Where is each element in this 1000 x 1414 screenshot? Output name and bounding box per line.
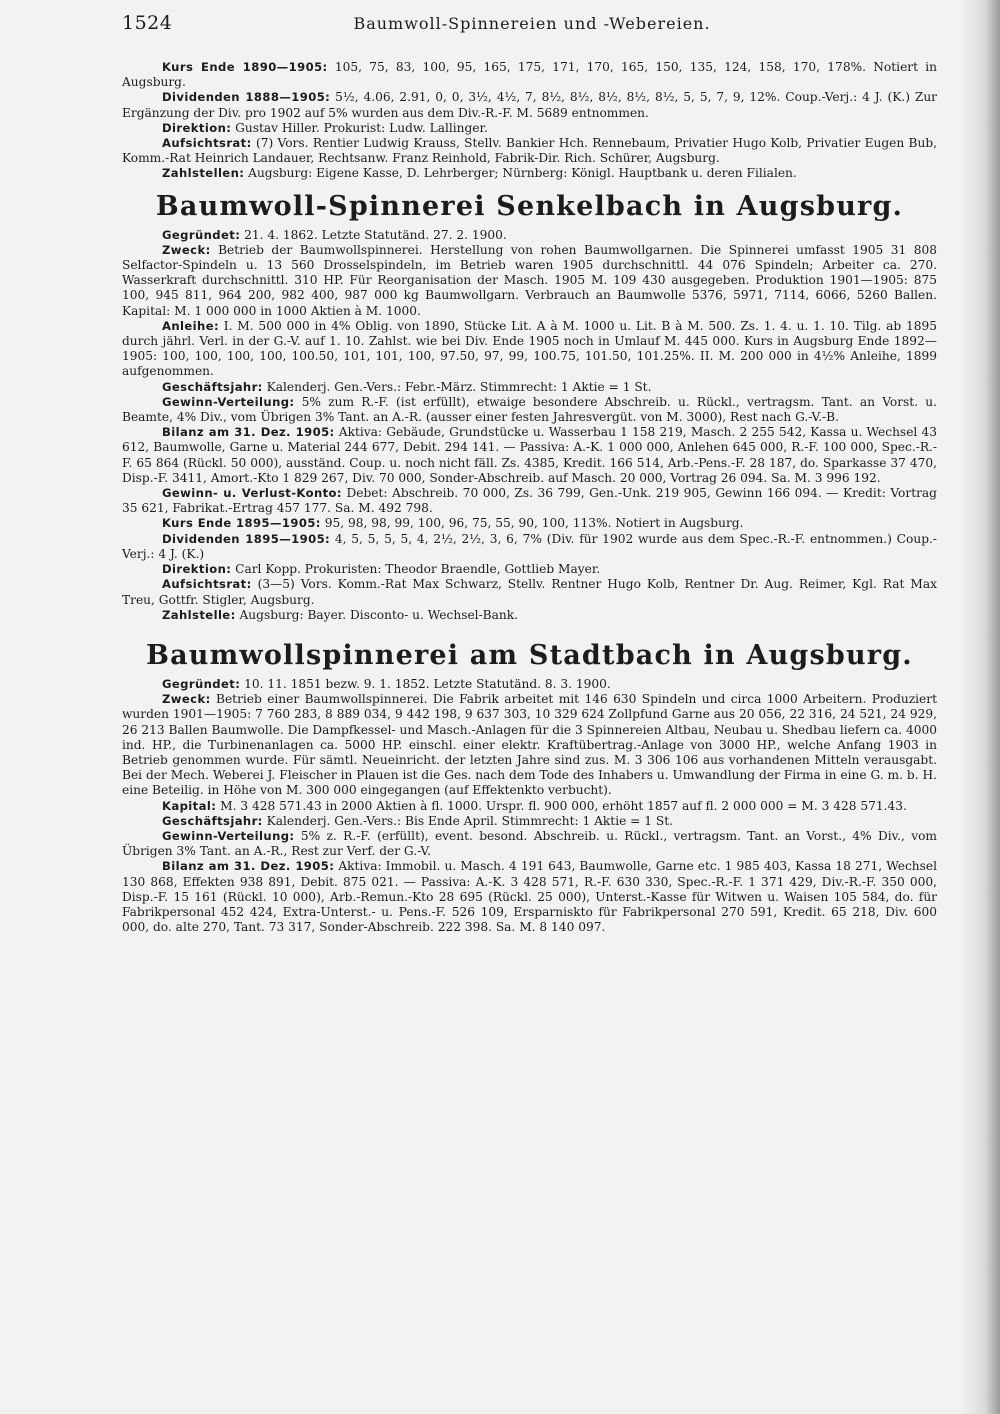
entry-label: Aufsichtsrat: xyxy=(162,136,252,151)
entry-paragraph xyxy=(122,243,937,319)
company-heading-senkelbach: Baumwoll-Spinnerei Senkelbach in Augsburg. xyxy=(155,190,904,222)
entry-paragraph xyxy=(122,516,937,531)
entry-text: Augsburg: Eigene Kasse, D. Lehrberger; Nürnberg: Königl. Hauptbank u. deren Filialen. xyxy=(244,166,797,181)
entry-text: Debet: Abschreib. 70 000, Zs. 36 799, Gen.-Unk. 219 905, Gewinn 166 094. — Kredit: Vortrag 35 621, Fabrikat.-Ertrag 457 177. Sa. M. 492 798. xyxy=(122,486,937,516)
entry-text: M. 3 428 571.43 in 2000 Aktien à fl. 1000. Urspr. fl. 900 000, erhöht 1857 auf fl. 2 000 000 = M. 3 428 571.43. xyxy=(216,798,907,813)
section-previous-company xyxy=(122,60,937,182)
entry-paragraph xyxy=(122,677,937,692)
entry-text: Betrieb einer Baumwollspinnerei. Die Fabrik arbeitet mit 146 630 Spindeln und circa 1000 Arbeitern. Produziert wurden 1901—1905: 7 760 283, 8 889 034, 9 442 198, 9 637 303, 10 329 624 Zollpfund Garne aus 20 056, 22 316, 24 521, 24 929, 26 213 Ballen Baumwolle. Die Dampfkessel- und Masch.-Anlagen für die 3 Spinnereien Altbau, Neubau u. Shedbau liefern ca. 4000 ind. HP., die Turbinenanlagen ca. 5000 HP. einschl. einer elektr. Kraftübertrag.-Anlage von 3000 HP., welche Anfang 1903 in Betrieb genommen wurde. Für sämtl. Neueinricht. der letzten Jahre sind zus. M. 3 306 106 aus vorhandenen Mitteln verausgabt. Bei der Mech. Weberei J. Fleischer in Plauen ist die Ges. nach dem Tode des Inhabers u. Umwandlung der Firma in eine G. m. b. H. eine Beteilig. in Höhe von M. 300 000 eingegangen (auf Effektenkto verbucht). xyxy=(122,692,937,798)
entry-label: Kapital: xyxy=(162,798,217,813)
entry-paragraph xyxy=(122,829,937,859)
entry-text: 5% zum R.-F. (ist erfüllt), etwaige besondere Abschreib. u. Rückl., vertragsm. Tant. an Vorst. u. Beamte, 4% Div., vom Übrigen 3% Tant. an A.-R. (ausser einer festen Jahresvergüt. von M. 3000), Rest nach G.-V.-B. xyxy=(122,394,937,425)
entry-paragraph xyxy=(122,799,937,814)
company-heading-stadtbach: Baumwollspinnerei am Stadtbach in Augsburg. xyxy=(146,639,913,671)
entry-label: Bilanz am 31. Dez. 1905: xyxy=(162,425,335,440)
entry-label: Direktion: xyxy=(162,562,232,577)
entry-text: 10. 11. 1851 bezw. 9. 1. 1852. Letzte Statutänd. 8. 3. 1900. xyxy=(240,676,611,691)
page-number: 1524 xyxy=(122,12,173,34)
entry-label: Zahlstelle: xyxy=(162,607,236,622)
entry-paragraph xyxy=(122,425,937,486)
entry-paragraph xyxy=(122,692,937,798)
entry-paragraph xyxy=(122,859,937,935)
entry-label: Kurs Ende 1895—1905: xyxy=(162,516,321,531)
entry-paragraph xyxy=(122,319,937,380)
entry-text: Augsburg: Bayer. Disconto- u. Wechsel-Bank. xyxy=(235,607,519,622)
entry-label: Gegründet: xyxy=(162,227,241,242)
entry-paragraph xyxy=(122,380,937,395)
entry-label: Kurs Ende 1890—1905: xyxy=(162,60,328,74)
entry-text: 95, 98, 98, 99, 100, 96, 75, 55, 90, 100, 113%. Notiert in Augsburg. xyxy=(320,516,744,531)
entry-label: Zweck: xyxy=(162,692,211,707)
entry-label: Direktion: xyxy=(162,120,232,135)
entry-paragraph xyxy=(122,577,937,607)
entry-text: Kalenderj. Gen.-Vers.: Bis Ende April. Stimmrecht: 1 Aktie = 1 St. xyxy=(262,813,674,828)
section-senkelbach xyxy=(122,228,937,623)
entry-label: Gewinn-Verteilung: xyxy=(162,828,295,843)
entry-label: Zweck: xyxy=(162,242,211,257)
entry-label: Gegründet: xyxy=(162,676,241,691)
entry-paragraph xyxy=(122,395,937,425)
entry-label: Bilanz am 31. Dez. 1905: xyxy=(162,859,335,874)
running-title: Baumwoll-Spinnereien und -Webereien. xyxy=(353,14,711,33)
page-body xyxy=(122,60,937,935)
running-header xyxy=(122,12,942,40)
entry-text: (3—5) Vors. Komm.-Rat Max Schwarz, Stellv. Rentner Hugo Kolb, Rentner Dr. Aug. Reimer, Kgl. Rat Max Treu, Gottfr. Stigler, Augsburg. xyxy=(122,577,937,607)
entry-label: Geschäftsjahr: xyxy=(162,379,263,394)
entry-text: (7) Vors. Rentier Ludwig Krauss, Stellv. Bankier Hch. Rennebaum, Privatier Hugo Kolb, Privatier Eugen Bub, Komm.-Rat Heinrich Landauer, Rechtsanw. Franz Reinhold, Fabrik-Dir. Rich. Schürer, Augsburg. xyxy=(122,136,937,166)
entry-label: Dividenden 1888—1905: xyxy=(162,90,331,105)
entry-text: Kalenderj. Gen.-Vers.: Febr.-März. Stimmrecht: 1 Aktie = 1 St. xyxy=(262,379,652,394)
entry-label: Geschäftsjahr: xyxy=(162,813,263,828)
entry-paragraph xyxy=(122,608,937,623)
entry-text: Carl Kopp. Prokuristen: Theodor Braendle, Gottlieb Mayer. xyxy=(231,562,601,577)
entry-paragraph xyxy=(122,562,937,577)
entry-paragraph xyxy=(122,228,937,243)
entry-text: 5½, 4.06, 2.91, 0, 0, 3½, 4½, 7, 8½, 8½, 8½, 8½, 8½, 5, 5, 7, 9, 12%. Coup.-Verj.: 4 J. (K.) Zur Ergänzung der Div. pro 1902 auf 5% wurden aus dem Div.-R.-F. M. 5689 entnommen. xyxy=(122,90,937,120)
entry-paragraph xyxy=(122,166,937,181)
entry-label: Aufsichtsrat: xyxy=(162,577,252,592)
entry-paragraph xyxy=(122,90,937,120)
entry-paragraph xyxy=(122,136,937,166)
entry-text: I. M. 500 000 in 4% Oblig. von 1890, Stücke Lit. A à M. 1000 u. Lit. B à M. 500. Zs. 1. 4. u. 1. 10. Tilg. ab 1895 durch jährl. Verl. in der G.-V. auf 1. 10. Zahlst. wie bei Div. Ende 1905 noch in Umlauf M. 445 000. Kurs in Augsburg Ende 1892—1905: 100, 100, 100, 100, 100.50, 101, 101, 100, 97.50, 97, 99, 100.75, 101.50, 101.25%. II. M. 200 000 in 4½% Anleihe, 1899 aufgenommen. xyxy=(122,318,937,379)
entry-paragraph xyxy=(122,814,937,829)
entry-paragraph xyxy=(122,60,937,90)
entry-text: Gustav Hiller. Prokurist: Ludw. Lallinger. xyxy=(231,120,488,135)
entry-label: Zahlstellen: xyxy=(162,166,245,181)
page-edge-shadow xyxy=(960,0,1000,1414)
entry-label: Gewinn- u. Verlust-Konto: xyxy=(162,486,342,501)
entry-text: Aktiva: Gebäude, Grundstücke u. Wasserbau 1 158 219, Masch. 2 255 542, Kassa u. Wechsel 43 612, Baumwolle, Garne u. Material 244 677, Debit. 294 141. — Passiva: A.-K. 1 000 000, Anlehen 645 000, R.-F. 100 000, Spec.-R.-F. 65 864 (Rückl. 50 000), ausständ. Coup. u. noch nicht fäll. Zs. 4385, Kredit. 166 514, Arb.-Pens.-F. 28 187, do. Sparkasse 37 470, Disp.-F. 3411, Amort.-Kto 1 829 267, Div. 70 000, Sonder-Abschreib. auf Masch. 20 000, Vortrag 26 094. Sa. M. 3 996 192. xyxy=(122,425,937,485)
entry-text: Betrieb der Baumwollspinnerei. Herstellung von rohen Baumwollgarnen. Die Spinnerei umfasst 1905 31 808 Selfactor-Spindeln u. 13 560 Drosselspindeln, im Betrieb waren 1905 durchschnittl. 44 076 Spindeln; Arbeiter ca. 270. Wasserkraft durchschnittl. 310 HP. Für Reorganisation der Masch. 1905 M. 109 430 ausgegeben. Produktion 1901—1905: 875 100, 945 811, 964 200, 982 400, 987 000 kg Baumwollgarn. Verbrauch an Baumwolle 5376, 5971, 7114, 6066, 5260 Ballen. Kapital: M. 1 000 000 in 1000 Aktien à M. 1000. xyxy=(122,242,937,318)
section-stadtbach xyxy=(122,677,937,935)
entry-paragraph xyxy=(122,532,937,562)
entry-paragraph xyxy=(122,121,937,136)
entry-label: Anleihe: xyxy=(162,318,219,333)
entry-paragraph xyxy=(122,486,937,516)
entry-text: Aktiva: Immobil. u. Masch. 4 191 643, Baumwolle, Garne etc. 1 985 403, Kassa 18 271, Wechsel 130 868, Effekten 938 891, Debit. 875 021. — Passiva: A.-K. 3 428 571, R.-F. 630 330, Spec.-R.-F. 1 371 429, Div.-R.-F. 350 000, Disp.-F. 15 161 (Rückl. 10 000), Arb.-Remun.-Kto 28 695 (Rückl. 25 000), Unterst.-Kasse für Witwen u. Waisen 105 584, do. für Fabrikpersonal 452 424, Extra-Unterst.- u. Pens.-F. 526 109, Ersparniskto für Fabrikpersonal 270 591, Kredit. 65 218, Div. 600 000, do. alte 270, Tant. 73 317, Sonder-Abschreib. 222 398. Sa. M. 8 140 097. xyxy=(122,859,937,935)
entry-label: Gewinn-Verteilung: xyxy=(162,394,295,409)
entry-text: 5% z. R.-F. (erfüllt), event. besond. Abschreib. u. Rückl., vertragsm. Tant. an Vorst., 4% Div., vom Übrigen 3% Tant. an A.-R., Rest zur Verf. der G.-V. xyxy=(122,828,937,859)
entry-text: 105, 75, 83, 100, 95, 165, 175, 171, 170, 165, 150, 135, 124, 158, 170, 178%. Notiert in Augsburg. xyxy=(122,60,937,90)
entry-label: Dividenden 1895—1905: xyxy=(162,531,331,546)
entry-text: 4, 5, 5, 5, 5, 4, 2½, 2½, 3, 6, 7% (Div. für 1902 wurde aus dem Spec.-R.-F. entnommen.) Coup.-Verj.: 4 J. (K.) xyxy=(122,531,937,561)
entry-text: 21. 4. 1862. Letzte Statutänd. 27. 2. 1900. xyxy=(240,227,507,242)
